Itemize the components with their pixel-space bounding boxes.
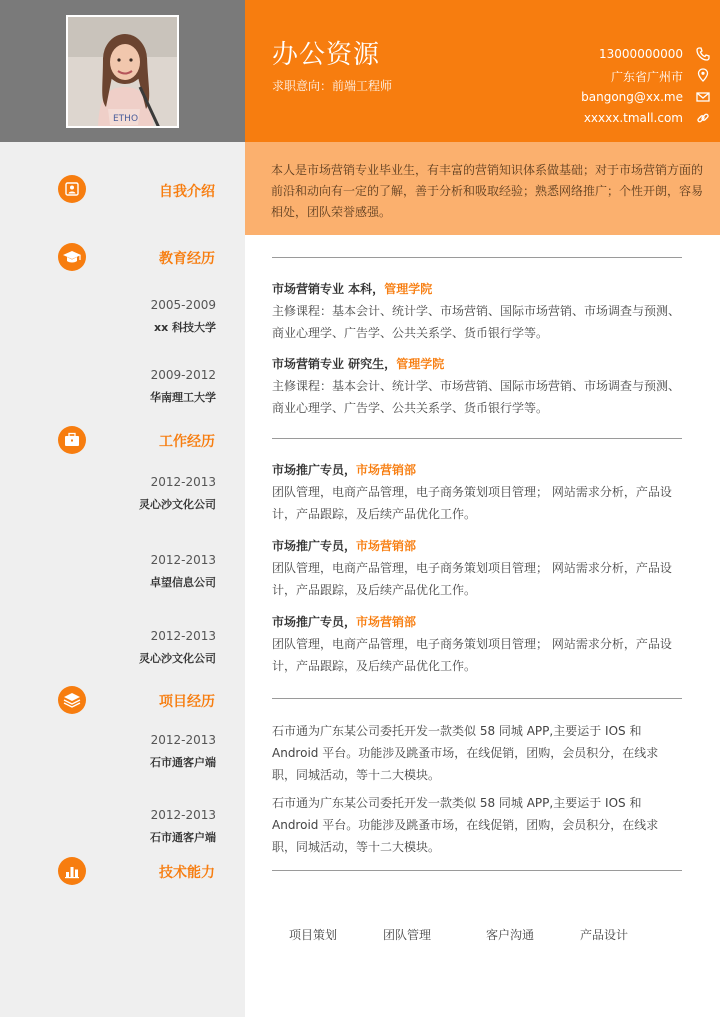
edu-degree-2: 市场营销专业 研究生， (272, 357, 397, 371)
location-text: 广东省广州市 (610, 70, 683, 84)
resume-name: 办公资源 (272, 40, 381, 70)
svg-text:ETHO: ETHO (113, 114, 139, 124)
work-dept-3: 市场营销部 (356, 615, 417, 629)
skill-item: 产品设计 (580, 928, 629, 942)
work-position-3: 市场推广专员， (272, 615, 357, 629)
edu-degree-1: 市场营销专业 本科， (272, 282, 385, 296)
work-date-3: 2012-2013 (150, 629, 216, 643)
work-desc-3: 团队管理，电商产品管理，电子商务策划项目管理； 网站需求分析，产品设计，产品跟踪，及后续产品优化工作。 (272, 637, 672, 673)
briefcase-icon (58, 426, 86, 454)
job-intent: 求职意向：前端工程师 (272, 79, 393, 93)
projects-section-title: 项目经历 (159, 694, 215, 710)
edu-date-2: 2009-2012 (150, 368, 216, 382)
project-desc-2: 石市通为广东某公司委托开发一款类似 58 同城 APP,主要运于 IOS 和 Android 平台。功能涉及跳蚤市场，在线促销，团购，会员积分，在线求职，同城活动，等十二大模块。 (272, 796, 659, 854)
website-text: xxxxx.tmall.com (583, 111, 683, 125)
project-date-2: 2012-2013 (150, 808, 216, 822)
work-date-1: 2012-2013 (150, 475, 216, 489)
edu-courses-1: 主修课程：基本会计、统计学、市场营销、国际市场营销、市场调查与预测、商业心理学、广告学、公共关系学、货币银行学等。 (272, 304, 681, 340)
project-name-1: 石市通客户端 (150, 756, 216, 769)
link-icon (696, 111, 710, 125)
work-position-1: 市场推广专员， (272, 463, 357, 477)
work-company-2: 卓望信息公司 (150, 576, 216, 589)
email-text: bangong@xx.me (581, 90, 683, 104)
layers-icon (58, 686, 86, 714)
divider (272, 870, 682, 871)
education-section-title: 教育经历 (159, 251, 215, 267)
edu-dept-1: 管理学院 (384, 282, 433, 296)
work-dept-1: 市场营销部 (356, 463, 417, 477)
work-position-2: 市场推广专员， (272, 539, 357, 553)
bar-chart-icon (58, 857, 86, 885)
profile-photo (66, 15, 179, 128)
phone-icon (696, 47, 710, 61)
intro-section-title: 自我介绍 (159, 184, 215, 200)
divider (272, 698, 682, 699)
location-pin-icon (696, 68, 710, 82)
intro-text: 本人是市场营销专业毕业生，有丰富的营销知识体系做基础；对于市场营销方面的前沿和动向有一定的了解，善于分析和吸取经验；熟悉网络推广；个性开朗，容易相处，团队荣誉感强。 (245, 142, 720, 235)
work-company-1: 灵心沙文化公司 (139, 498, 216, 511)
edu-courses-2: 主修课程：基本会计、统计学、市场营销、国际市场营销、市场调查与预测、商业心理学、广告学、公共关系学、货币银行学等。 (272, 379, 681, 415)
work-desc-2: 团队管理，电商产品管理，电子商务策划项目管理； 网站需求分析，产品设计，产品跟踪，及后续产品优化工作。 (272, 561, 672, 597)
edu-school-1: xx 科技大学 (153, 321, 216, 334)
graduation-cap-icon (58, 243, 86, 271)
skills-section-title: 技术能力 (159, 865, 215, 881)
skill-item: 团队管理 (383, 928, 432, 942)
divider (272, 438, 682, 439)
project-date-1: 2012-2013 (150, 733, 216, 747)
education-entry-2 (272, 353, 682, 419)
header-band (245, 0, 720, 142)
work-entry-2 (272, 535, 682, 601)
work-desc-1: 团队管理，电商产品管理，电子商务策划项目管理； 网站需求分析，产品设计，产品跟踪，及后续产品优化工作。 (272, 485, 672, 521)
project-entry-1 (272, 720, 682, 786)
skill-item: 项目策划 (289, 928, 338, 942)
work-entry-1 (272, 459, 682, 525)
edu-dept-2: 管理学院 (396, 357, 445, 371)
skill-item: 客户沟通 (486, 928, 535, 942)
edu-school-2: 华南理工大学 (150, 391, 216, 404)
project-name-2: 石市通客户端 (150, 831, 216, 844)
education-entry-1 (272, 278, 682, 344)
work-date-2: 2012-2013 (150, 553, 216, 567)
project-desc-1: 石市通为广东某公司委托开发一款类似 58 同城 APP,主要运于 IOS 和 Android 平台。功能涉及跳蚤市场，在线促销，团购，会员积分，在线求职，同城活动，等十二大模块。 (272, 724, 659, 782)
mail-icon (696, 90, 710, 104)
project-entry-2 (272, 792, 682, 858)
work-section-title: 工作经历 (159, 434, 215, 450)
work-dept-2: 市场营销部 (356, 539, 417, 553)
work-company-3: 灵心沙文化公司 (139, 652, 216, 665)
edu-date-1: 2005-2009 (150, 298, 216, 312)
work-entry-3 (272, 611, 682, 677)
person-icon (58, 175, 86, 203)
phone-text: 13000000000 (599, 47, 683, 61)
divider (272, 257, 682, 258)
